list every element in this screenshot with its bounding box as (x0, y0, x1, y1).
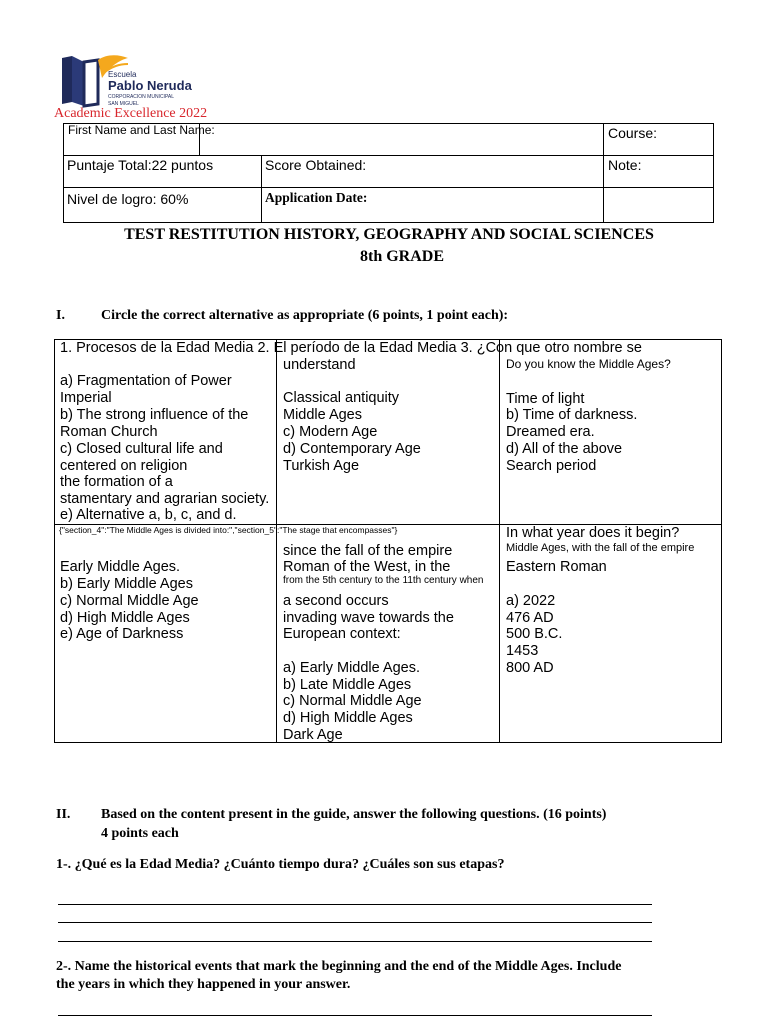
note-label: Note: (608, 157, 642, 173)
q2-option-d: d) Contemporary Age (283, 441, 421, 457)
q2-option-c: c) Modern Age (283, 424, 378, 440)
q1-option-c-cont3: stamentary and agrarian society. (60, 491, 270, 507)
q5-line2: Roman of the West, in the (283, 559, 451, 575)
questions-header: 1. Procesos de la Edad Media 2. El período de la Edad Media 3. ¿Con que otro nombre se (60, 340, 642, 356)
answer-line-4[interactable] (58, 1015, 652, 1016)
q5-option-e: Dark Age (283, 727, 343, 743)
q1-option-e: e) Alternative a, b, c, and d. (60, 507, 237, 523)
q1-option-b: b) The strong influence of the (60, 407, 249, 423)
q6-line3: Eastern Roman (506, 559, 607, 575)
application-date-label: Application Date: (265, 190, 368, 205)
q2-option-a: Classical antiquity (283, 390, 400, 406)
q5-line4: a second occurs (283, 593, 389, 609)
question-2: 2-. Name the historical events that mark the beginning and the end of the Middle Ages. Include (56, 959, 622, 974)
q6-option-c: 500 B.C. (506, 626, 563, 642)
q5-option-a: a) Early Middle Ages. (283, 660, 421, 676)
q6-option-a: a) 2022 (506, 593, 556, 609)
q6-head: In what year does it begin? (506, 525, 680, 541)
test-title: TEST RESTITUTION HISTORY, GEOGRAPHY AND SOCIAL SCIENCES (124, 226, 654, 243)
q1-option-c-cont: centered on religion (60, 458, 188, 474)
q5-line3: from the 5th century to the 11th century when (283, 575, 484, 586)
score-obtained-label: Score Obtained: (265, 157, 367, 173)
q3-option-e: Search period (506, 458, 597, 474)
q2-option-b: Middle Ages (283, 407, 362, 423)
academic-excellence: Academic Excellence 2022 (54, 106, 208, 121)
q2-option-e: Turkish Age (283, 458, 360, 474)
q6-line2: Middle Ages, with the fall of the empire (506, 542, 695, 554)
answer-line-2[interactable] (58, 922, 652, 923)
q5-line6: European context: (283, 626, 401, 642)
q1-option-b-cont: Roman Church (60, 424, 158, 440)
answer-line-3[interactable] (58, 941, 652, 942)
q2-head: understand (283, 357, 356, 373)
name-label: First Name and Last Name: (68, 123, 215, 137)
logo-line4: SAN MIGUEL (108, 101, 139, 107)
q1-option-a-cont: Imperial (60, 390, 112, 406)
q3-option-a: Time of light (506, 391, 585, 407)
q5-line1: since the fall of the empire (283, 543, 453, 559)
section2-points: 4 points each (101, 826, 179, 841)
q1-option-c: c) Closed cultural life and (60, 441, 223, 457)
q5-option-c: c) Normal Middle Age (283, 693, 422, 709)
q3-option-d: d) All of the above (506, 441, 623, 457)
q6-option-d: 1453 (506, 643, 539, 659)
school-logo (58, 52, 208, 110)
grade-title: 8th GRADE (359, 248, 444, 265)
q5-option-d: d) High Middle Ages (283, 710, 413, 726)
q3-option-c: Dreamed era. (506, 424, 595, 440)
q5-line5: invading wave towards the (283, 610, 454, 626)
q1-option-a: a) Fragmentation of Power (60, 373, 232, 389)
q6-option-e: 800 AD (506, 660, 554, 676)
section1-numeral: I. (56, 308, 65, 323)
logo-line2: Pablo Neruda (108, 78, 192, 93)
section-json-text: {"section_4":"The Middle Ages is divided into:","section_5":"The stage that encompasses"} (59, 525, 398, 535)
logo-line1: Escuela (108, 70, 137, 79)
logo-line3: CORPORACION MUNICIPAL (108, 94, 175, 100)
q6-option-b: 476 AD (506, 610, 554, 626)
q3-option-b: b) Time of darkness. (506, 407, 638, 423)
answer-line-1[interactable] (58, 904, 652, 905)
course-label: Course: (608, 125, 658, 141)
q4-option-d: d) High Middle Ages (60, 610, 190, 626)
section2-numeral: II. (56, 807, 71, 822)
question-1: 1-. ¿Qué es la Edad Media? ¿Cuánto tiempo dura? ¿Cuáles son sus etapas? (56, 857, 505, 872)
q1-option-c-cont2: the formation of a (60, 474, 173, 490)
section1-instruction: Circle the correct alternative as appropriate (6 points, 1 point each): (101, 308, 509, 323)
q4-option-a: Early Middle Ages. (60, 559, 181, 575)
q5-option-b: b) Late Middle Ages (283, 677, 412, 693)
total-score: Puntaje Total:22 puntos (67, 157, 214, 173)
q4-option-e: e) Age of Darkness (60, 626, 184, 642)
achievement-level: Nivel de logro: 60% (67, 191, 189, 207)
q3-head: Do you know the Middle Ages? (506, 357, 671, 371)
q4-option-c: c) Normal Middle Age (60, 593, 199, 609)
question-2-cont: the years in which they happened in your answer. (56, 977, 351, 992)
q4-option-b: b) Early Middle Ages (60, 576, 193, 592)
section2-instruction: Based on the content present in the guide, answer the following questions. (16 points) (101, 807, 607, 822)
